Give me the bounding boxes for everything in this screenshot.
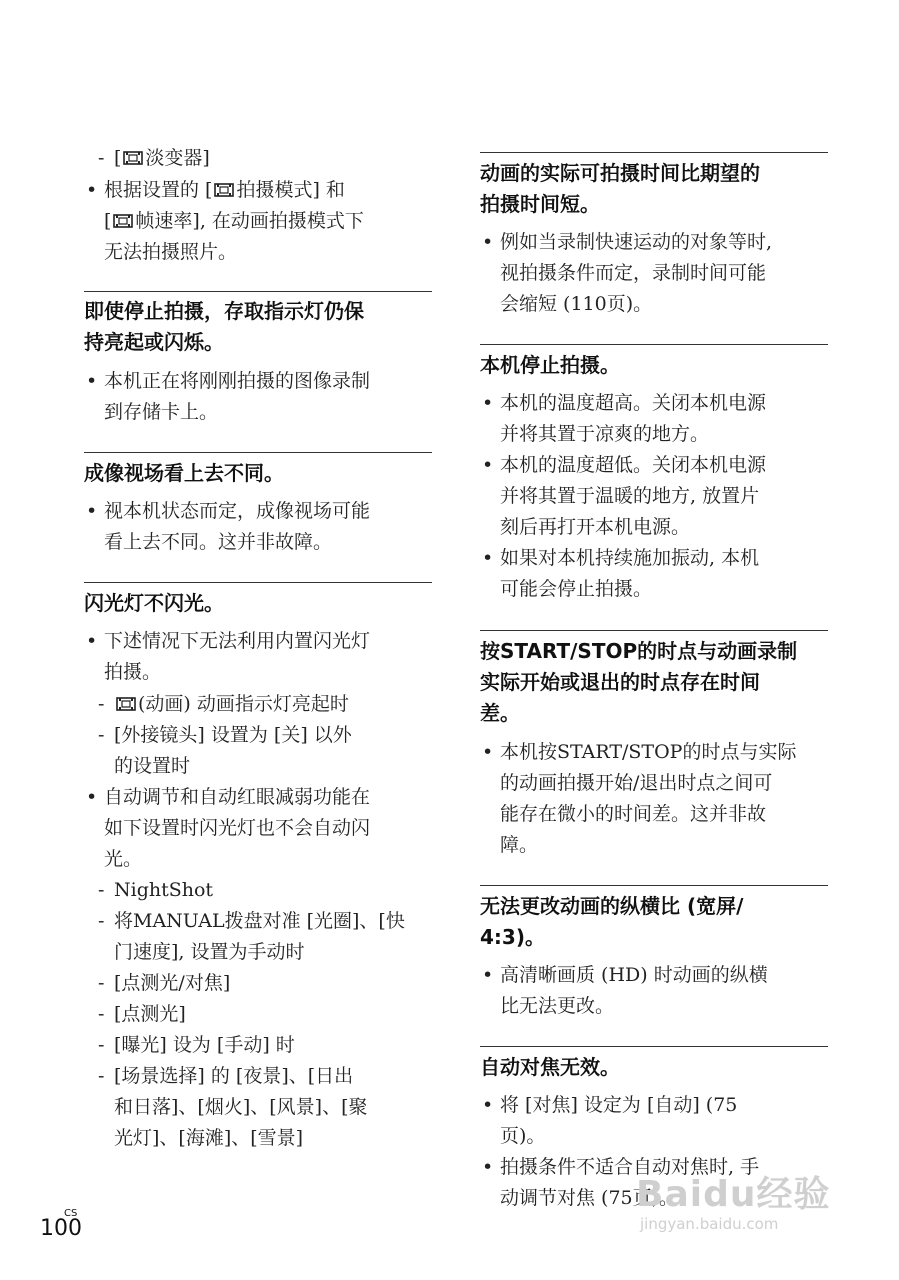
list-item-continuation: 并将其置于温暖的地方, 放置片 [500,485,760,507]
list-item: • 将 [对焦] 设定为 [自动] (75 [480,1090,828,1121]
list-item: • 本机正在将刚刚拍摄的图像录制 [84,366,432,397]
page-language-code: CS [64,1208,78,1219]
list-subitem: - NightShot [84,875,432,906]
section-heading: 动画的实际可拍摄时间比期望的 拍摄时间短。 [480,161,760,216]
list-item: • 本机的温度超高。关闭本机电源 [480,388,828,419]
list-item-continuation: 拍摄。 [104,661,162,683]
section-divider [480,152,828,153]
list-item-continuation: 会缩短 (110页)。 [500,293,653,315]
section-divider [480,344,828,345]
movie-mode-icon [116,696,136,712]
list-subitem: - 将MANUAL拨盘对准 [光圈]、[快 [84,906,432,937]
list-subitem: - [外接镜头] 设置为 [关] 以外 [84,720,432,751]
list-item-continuation: [ 帧速率], 在动画拍摄模式下 [104,210,364,232]
section-divider [480,885,828,886]
list-item-continuation: 如下设置时闪光灯也不会自动闪 [104,817,371,839]
section-divider [84,291,432,292]
list-item-continuation: 的动画拍摄开始/退出时点之间可 [500,772,773,794]
watermark-logo: Baidu经验 [636,1174,831,1215]
list-item-continuation: 能存在微小的时间差。这并非故 [500,803,767,825]
list-item: • 下述情况下无法利用内置闪光灯 [84,626,432,657]
list-item-continuation: 到存储卡上。 [104,401,219,423]
list-item-continuation: 视拍摄条件而定，录制时间可能 [500,262,767,284]
list-subitem: - [曝光] 设为 [手动] 时 [84,1030,432,1061]
list-item-continuation: 光。 [104,848,143,870]
list-subitem-continuation: 光灯]、[海滩]、[雪景] [114,1127,304,1149]
list-item-continuation: 刻后再打开本机电源。 [500,516,691,538]
section-heading: 成像视场看上去不同。 [84,461,284,485]
list-item-text: 淡变器] [145,147,210,169]
page-number: 100 [40,1216,82,1241]
list-item-continuation: 障。 [500,834,539,856]
list-subitem-continuation: 的设置时 [114,755,191,777]
list-item-continuation: 并将其置于凉爽的地方。 [500,423,710,445]
watermark-url: jingyan.baidu.com [640,1215,779,1233]
list-item: • 自动调节和自动红眼减弱功能在 [84,782,432,813]
section-heading: 自动对焦无效。 [480,1055,620,1079]
list-subitem-continuation: 和日落]、[烟火]、[风景]、[聚 [114,1096,368,1118]
list-item: • 例如当录制快速运动的对象等时, [480,227,828,258]
list-item: • 视本机状态而定，成像视场可能 [84,496,432,527]
list-item: • 如果对本机持续施加振动, 本机 [480,543,828,574]
movie-mode-icon [123,150,143,166]
list-item-continuation: 可能会停止拍摄。 [500,578,653,600]
section-divider [480,1046,828,1047]
section-divider [84,582,432,583]
list-subitem-continuation: 门速度], 设置为手动时 [114,941,305,963]
baidu-watermark [636,1166,866,1246]
list-subitem: - (动画) 动画指示灯亮起时 [84,689,432,720]
list-subitem: - [点测光/对焦] [84,968,432,999]
list-item-continuation: 页)。 [500,1125,546,1147]
list-item: • 根据设置的 [ 拍摄模式] 和 [84,175,432,206]
list-item-continuation: 动调节对焦 (75页)。 [500,1187,679,1209]
list-item: - [ 淡变器] [84,143,432,174]
section-heading: 即使停止拍摄，存取指示灯仍保 持亮起或闪烁。 [84,299,364,354]
section-divider [480,630,828,631]
list-item: • 拍摄条件不适合自动对焦时, 手 [480,1152,828,1183]
list-item: • 高清晰画质 (HD) 时动画的纵横 [480,960,828,991]
movie-mode-icon [214,182,234,198]
list-subitem: - [场景选择] 的 [夜景]、[日出 [84,1061,432,1092]
list-item: • 本机的温度超低。关闭本机电源 [480,450,828,481]
section-heading: 按START/STOP的时点与动画录制 实际开始或退出的时点存在时间 差。 [480,639,798,725]
list-subitem: - [点测光] [84,999,432,1030]
section-heading: 闪光灯不闪光。 [84,591,224,615]
section-heading: 无法更改动画的纵横比 (宽屏/ 4:3)。 [480,894,744,949]
movie-mode-icon [113,213,133,229]
list-item: • 本机按START/STOP的时点与实际 [480,737,828,768]
list-item-continuation: 看上去不同。这并非故障。 [104,531,333,553]
section-divider [84,452,432,453]
section-heading: 本机停止拍摄。 [480,353,620,377]
list-item-continuation: 比无法更改。 [500,995,615,1017]
list-item-continuation: 无法拍摄照片。 [104,241,238,263]
